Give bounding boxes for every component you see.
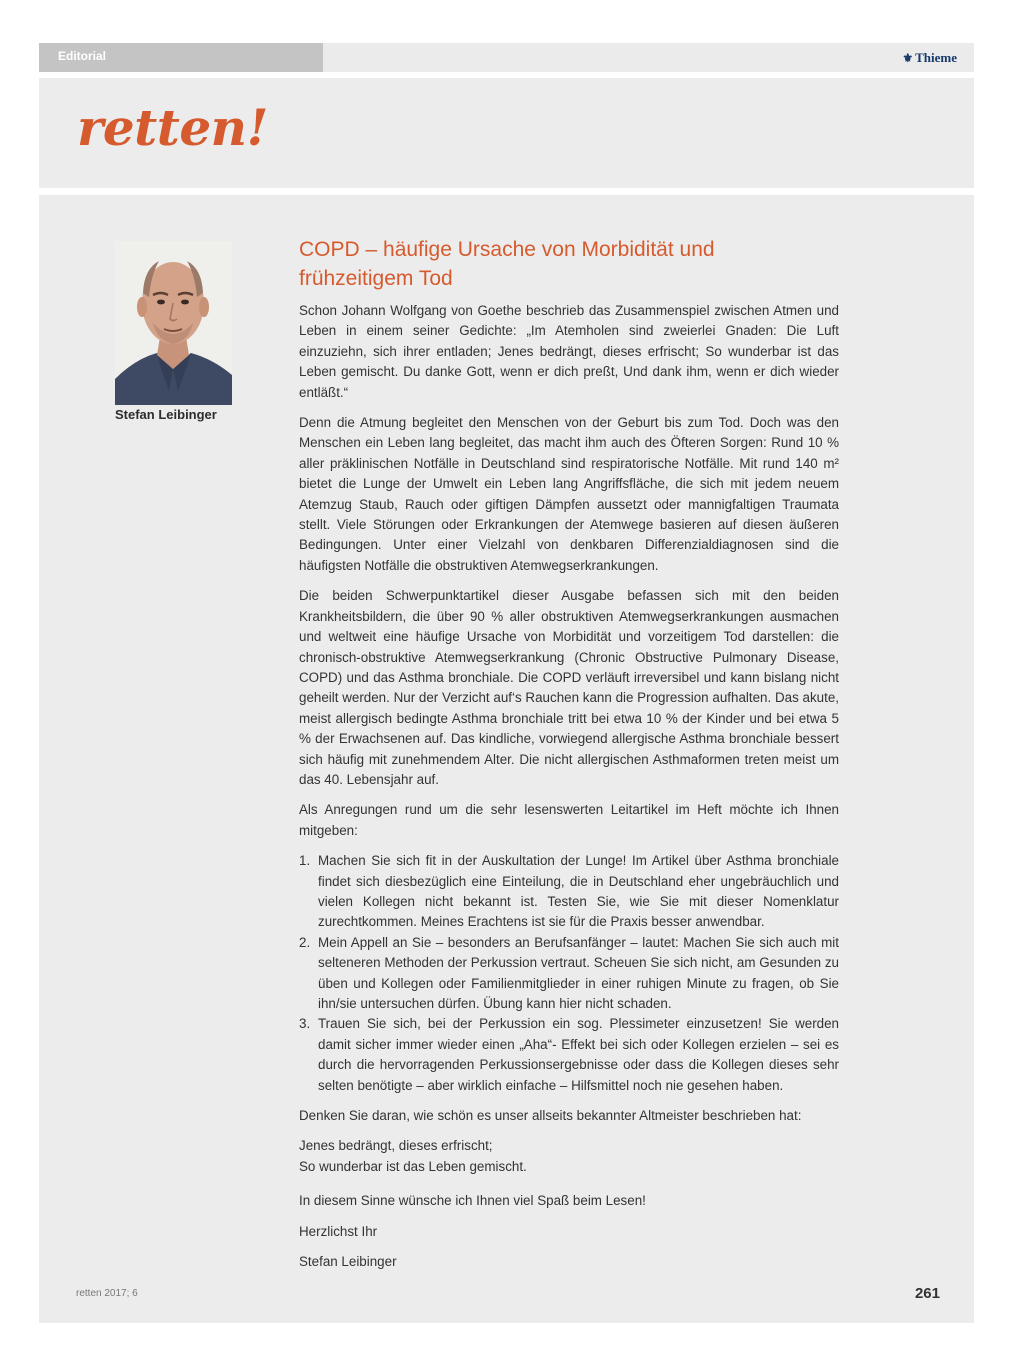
publisher-name: Thieme bbox=[915, 50, 957, 65]
author-portrait bbox=[115, 241, 232, 405]
top-bar bbox=[39, 43, 974, 72]
closing-line: In diesem Sinne wünsche ich Ihnen viel Spaß beim Lesen! bbox=[299, 1193, 646, 1209]
masthead bbox=[39, 78, 974, 188]
magazine-title: retten! bbox=[77, 98, 268, 157]
article-title-line-1: COPD – häufige Ursache von Morbidität und bbox=[299, 238, 715, 261]
thieme-emblem-icon: ⚜ bbox=[902, 51, 914, 65]
article-title bbox=[299, 235, 839, 293]
paragraph-4: Als Anregungen rund um die sehr lesenswerten Leitartikel im Heft möchte ich Ihnen mitgeben: bbox=[299, 802, 839, 838]
greeting-line: Herzlichst Ihr bbox=[299, 1223, 378, 1239]
quote-line-2: So wunderbar ist das Leben gemischt. bbox=[299, 1158, 527, 1174]
list-item-text: Mein Appell an Sie – besonders an Berufsanfänger – lautet: Machen Sie sich auch mit selteneren Methoden der Perkussion vertraut. Scheuen Sie sich nicht, am Gesunden zu üben und Kollegen oder Familienmitglieder in einer ruhigen Minute zu fragen, ob Sie ihn/sie untersuchen dürfen. Übung kann hier nicht schaden. bbox=[318, 934, 839, 1011]
list-item-number: 3. bbox=[299, 1016, 311, 1032]
content-area bbox=[39, 195, 974, 1323]
list-item bbox=[299, 851, 839, 933]
signature: Stefan Leibinger bbox=[299, 1254, 397, 1270]
list-item-text: Machen Sie sich fit in der Auskultation der Lunge! Im Artikel über Asthma bronchiale findet sich diesbezüglich eine Einteilung, die in Deutschland eher ungebräuchlich und vielen Kollegen nicht bekannt ist. Testen Sie, wie Sie mit dieser Nomenklatur zurechtkommen. Meines Erachtens ist sie für die Praxis besser anwendbar. bbox=[318, 853, 839, 930]
article-title-line-2: frühzeitigem Tod bbox=[299, 267, 453, 290]
paragraph-5: Denken Sie daran, wie schön es unser allseits bekannter Altmeister beschrieben hat: bbox=[299, 1108, 802, 1124]
section-label: Editorial bbox=[39, 43, 323, 72]
paragraph-2: Denn die Atmung begleitet den Menschen von der Geburt bis zum Tod. Doch was den Menschen ein Leben lang begleitet, das macht ihm auch des Öfteren Sorgen: Rund 10 % aller präklinischen Notfälle in Deutschland sind respiratorische Notfälle. Mit rund 140 m² bietet die Lunge der Umwelt ein Leben lang Angriffsfläche, die sich mit jedem neuem Atemzug Staub, Rauch oder giftigen Dämpfen aussetzt oder mannigfaltigen Traumata stellt. Viele Störungen oder Erkrankungen der Atemwege basieren auf diesen äußeren Bedingungen. Unter einer Vielzahl von denkbaren Differenzialdiagnosen sind die häufigsten Notfälle die obstruktiven Atemwegserkrankungen. bbox=[299, 415, 839, 573]
paragraph-1: Schon Johann Wolfgang von Goethe beschrieb das Zusammenspiel zwischen Atmen und Leben in einem seiner Gedichte: „Im Atemholen sind zweierlei Gnaden: Die Luft einzuziehn, sich ihrer entladen; Jenes bedrängt, dieses erfrischt; So wunderbar ist das Leben gemischt. Du danke Gott, wenn er dich preßt, Und dank ihm, wenn er dich wieder entläßt.“ bbox=[299, 303, 839, 400]
citation: retten 2017; 6 bbox=[76, 1288, 138, 1299]
suggestion-list bbox=[299, 851, 839, 1096]
paragraph-3: Die beiden Schwerpunktartikel dieser Ausgabe befassen sich mit den beiden Krankheitsbildern, die über 90 % aller obstruktiven Atemwegserkrankungen ausmachen und weltweit eine häufige Ursache von Morbidität und vorzeitigem Tod darstellen: die chronisch-obstruktive Atemwegserkrankung (Chronic Obstructive Pulmonary Disease, COPD) und das Asthma bronchiale. Die COPD verläuft irreversibel und kann bislang nicht geheilt werden. Nur der Verzicht auf‘s Rauchen kann die Progression aufhalten. Das akute, meist allergisch bedingte Asthma bronchiale tritt bei etwa 10 % der Kinder und bei etwa 5 % der Erwachsenen auf. Das kindliche, vorwiegend allergische Asthma bronchiale bessert sich häufig mit zunehmendem Alter. Die nicht allergischen Asthmaformen treten meist um das 40. Lebensjahr auf. bbox=[299, 588, 839, 787]
author-caption: Stefan Leibinger bbox=[115, 407, 217, 422]
quote-line-1: Jenes bedrängt, dieses erfrischt; bbox=[299, 1138, 493, 1154]
list-item-number: 2. bbox=[299, 934, 311, 950]
goethe-quote bbox=[299, 1136, 839, 1177]
editorial-article bbox=[299, 235, 839, 1282]
list-item bbox=[299, 933, 839, 1015]
list-item bbox=[299, 1014, 839, 1096]
publisher-logo bbox=[902, 43, 957, 72]
list-item-number: 1. bbox=[299, 853, 311, 869]
list-item-text: Trauen Sie sich, bei der Perkussion ein sog. Plessimeter einzusetzen! Sie werden damit sicher immer wieder einen „Aha“- Effekt bei sich oder Kollegen erzielen – sei es durch die hervorragenden Perkussionsergebnisse oder dass die Kollegen dieses sehr selten benötigte – aber wirklich einfache – Hilfsmittel noch nie gesehen haben. bbox=[318, 1016, 839, 1093]
page-number: 261 bbox=[914, 1285, 940, 1302]
